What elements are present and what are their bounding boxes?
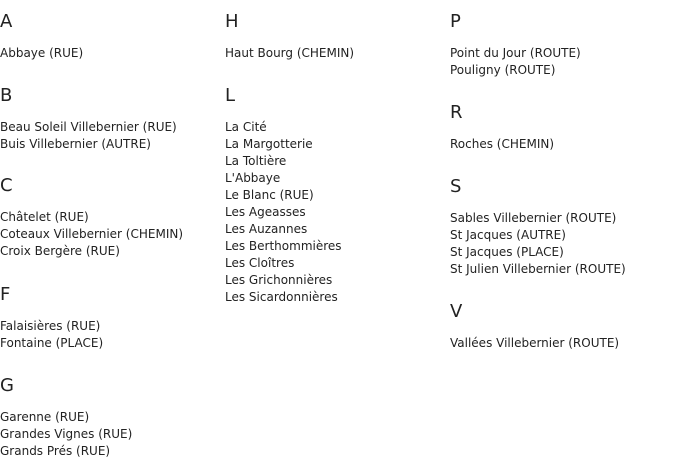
street-list-f [0,318,103,352]
street-link[interactable]: Falaisières (RUE) [0,319,101,333]
letter-section-s [450,176,626,276]
street-link[interactable]: Coteaux Villebernier (CHEMIN) [0,227,184,241]
street-link[interactable]: Les Sicardonnières [225,290,338,304]
letter-heading-f: F [0,284,11,305]
street-list-c [0,209,183,260]
street-link[interactable]: Garenne (RUE) [0,410,90,424]
street-list-l [225,119,342,306]
letter-heading-p: P [450,11,461,32]
street-list-a [0,45,83,62]
letter-heading-a: A [0,11,13,32]
street-link[interactable]: St Julien Villebernier (ROUTE) [450,262,626,276]
street-link[interactable]: Les Auzannes [225,222,308,236]
letter-heading-s: S [450,176,462,197]
letter-heading-g: G [0,375,14,396]
street-link[interactable]: Pouligny (ROUTE) [450,63,556,77]
street-link[interactable]: La Cité [225,120,267,134]
letter-section-b [0,85,177,151]
letter-section-p [450,11,581,77]
street-link[interactable]: L'Abbaye [225,171,281,185]
street-list-p [450,45,581,79]
street-link[interactable]: Les Cloîtres [225,256,295,270]
street-link[interactable]: Le Blanc (RUE) [225,188,314,202]
street-link[interactable]: La Margotterie [225,137,313,151]
street-link[interactable]: Les Grichonnières [225,273,333,287]
letter-heading-l: L [225,85,236,106]
street-link[interactable]: Grands Prés (RUE) [0,444,111,458]
letter-heading-r: R [450,102,463,123]
street-link[interactable]: Les Ageasses [225,205,306,219]
street-link[interactable]: Abbaye (RUE) [0,46,84,60]
letter-section-r [450,102,555,151]
street-link[interactable]: Haut Bourg (CHEMIN) [225,46,355,60]
street-link[interactable]: Fontaine (PLACE) [0,336,104,350]
letter-section-h [225,11,355,60]
street-list-v [450,335,619,352]
street-list-r [450,136,554,153]
street-link[interactable]: Châtelet (RUE) [0,210,89,224]
letter-heading-c: C [0,175,13,196]
street-list-s [450,210,626,278]
street-link[interactable]: Roches (CHEMIN) [450,137,555,151]
letter-section-c [0,175,184,258]
letter-heading-b: B [0,85,13,106]
street-link[interactable]: St Jacques (PLACE) [450,245,564,259]
street-list-b [0,119,177,153]
letter-section-a [0,11,84,60]
street-list-h [225,45,354,62]
street-link[interactable]: Sables Villebernier (ROUTE) [450,211,617,225]
letter-heading-h: H [225,11,239,32]
letter-section-v [450,301,620,350]
letter-section-g [0,375,133,458]
street-list-g [0,409,132,460]
street-link[interactable]: Beau Soleil Villebernier (RUE) [0,120,177,134]
street-link[interactable]: La Toltière [225,154,287,168]
letter-section-l [225,85,342,304]
street-link[interactable]: Croix Bergère (RUE) [0,244,120,258]
street-link[interactable]: Les Berthommières [225,239,342,253]
street-link[interactable]: St Jacques (AUTRE) [450,228,566,242]
letter-section-f [0,284,104,350]
letter-heading-v: V [450,301,463,322]
street-link[interactable]: Point du Jour (ROUTE) [450,46,581,60]
street-link[interactable]: Vallées Villebernier (ROUTE) [450,336,620,350]
street-link[interactable]: Buis Villebernier (AUTRE) [0,137,151,151]
street-link[interactable]: Grandes Vignes (RUE) [0,427,133,441]
